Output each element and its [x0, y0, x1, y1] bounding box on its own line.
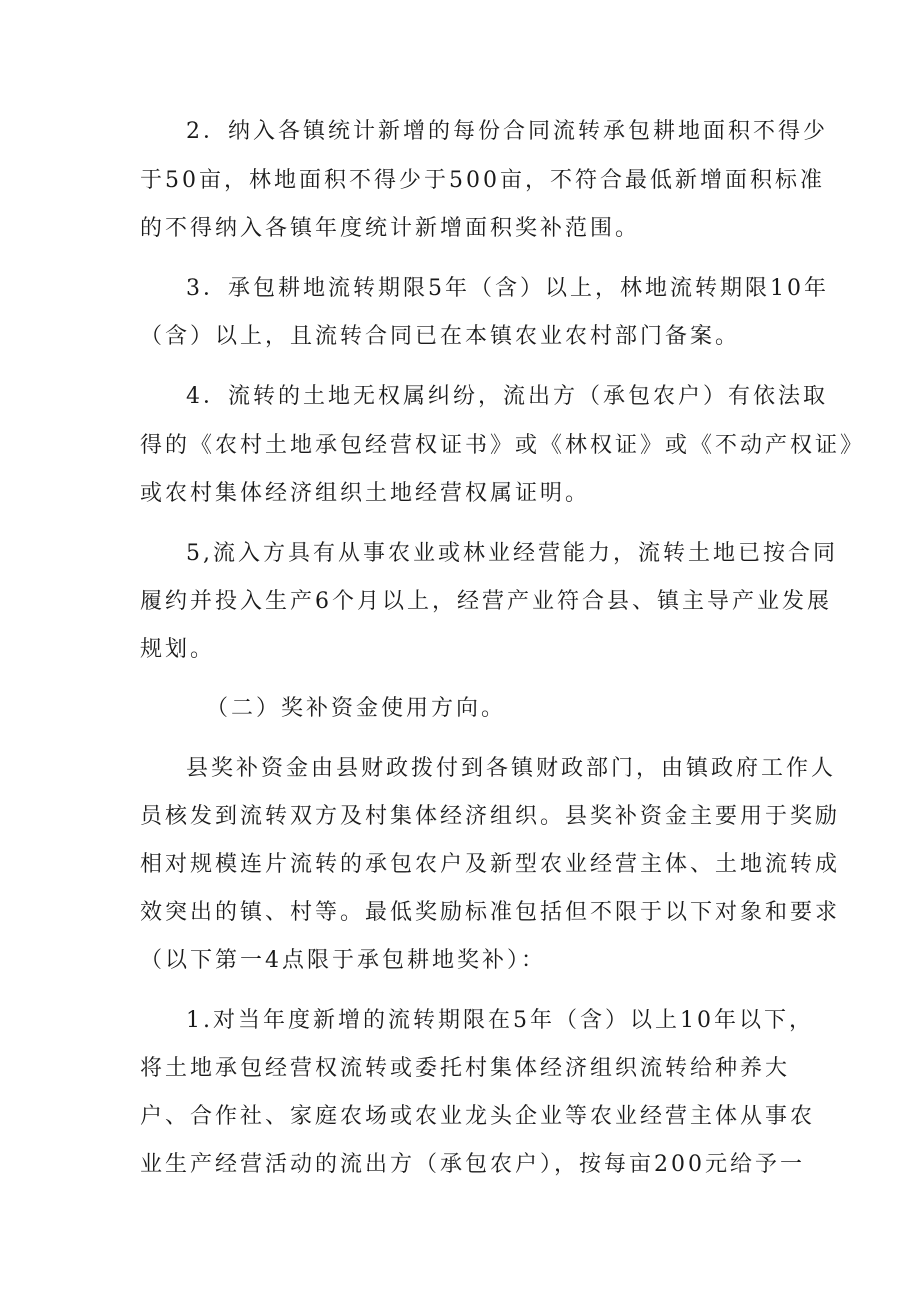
paragraph-fund-usage-line-1: 县奖补资金由县财政拨付到各镇财政部门，由镇政府工作人 — [186, 756, 837, 781]
section-heading-2: （二）奖补资金使用方向。 — [206, 696, 507, 721]
paragraph-item-4-line-1: 4．流转的土地无权属纠纷，流出方（承包农户）有依法取 — [186, 384, 828, 409]
paragraph-item-5-line-2: 履约并投入生产6个月以上，经营产业符合县、镇主导产业发展 — [140, 589, 832, 614]
paragraph-reward-1-line-3: 户、合作社、家庭农场或农业龙头企业等农业经营主体从事农 — [140, 1104, 816, 1129]
paragraph-fund-usage-line-3: 相对规模连片流转的承包农户及新型农业经营主体、土地流转成 — [140, 852, 841, 877]
paragraph-item-3-line-1: 3．承包耕地流转期限5年（含）以上，林地流转期限10年 — [186, 276, 829, 301]
paragraph-item-5-line-1: 5,流入方具有从事农业或林业经营能力，流转土地已按合同 — [186, 541, 838, 566]
paragraph-item-5-line-3: 规划。 — [140, 637, 216, 662]
paragraph-fund-usage-line-5: （以下第一4点限于承包耕地奖补）： — [140, 948, 546, 973]
paragraph-fund-usage-line-2: 员核发到流转双方及村集体经济组织。县奖补资金主要用于奖励 — [140, 804, 841, 829]
paragraph-reward-1-line-4: 业生产经营活动的流出方（承包农户），按每亩200元给予一 — [140, 1152, 805, 1177]
paragraph-item-4-line-2: 得的《农村土地承包经营权证书》或《林权证》或《不动产权证》 — [140, 433, 866, 458]
paragraph-reward-1-line-2: 将土地承包经营权流转或委托村集体经济组织流转给种养大 — [140, 1056, 791, 1081]
paragraph-item-2-line-2: 于50亩，林地面积不得少于500亩，不符合最低新增面积标准 — [140, 168, 825, 193]
paragraph-reward-1-line-1: 1.对当年度新增的流转期限在5年（含）以上10年以下， — [186, 1008, 814, 1033]
paragraph-item-3-line-2: （含）以上，且流转合同已在本镇农业农村部门备案。 — [140, 324, 741, 349]
paragraph-item-2-line-1: 2．纳入各镇统计新增的每份合同流转承包耕地面积不得少 — [186, 119, 828, 144]
paragraph-item-2-line-3: 的不得纳入各镇年度统计新增面积奖补范围。 — [140, 216, 641, 241]
paragraph-item-4-line-3: 或农村集体经济组织土地经营权属证明。 — [140, 481, 591, 506]
paragraph-fund-usage-line-4: 效突出的镇、村等。最低奖励标准包括但不限于以下对象和要求 — [140, 900, 841, 925]
